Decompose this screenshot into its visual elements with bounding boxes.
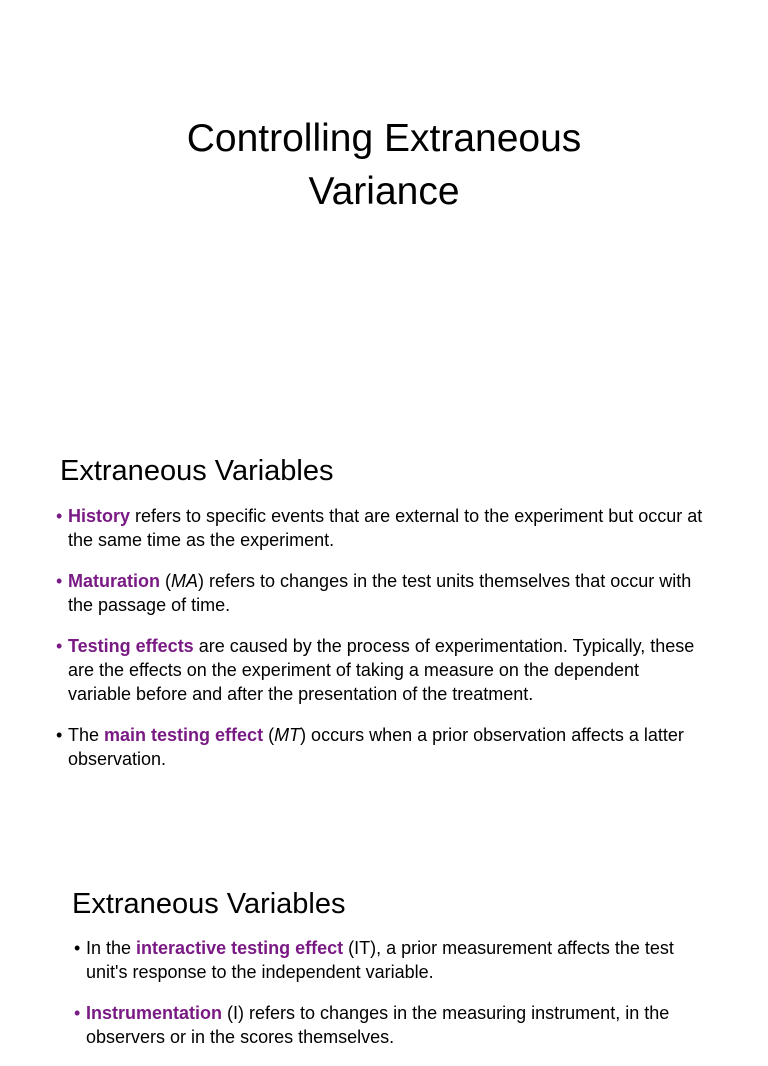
term-testing-effects: Testing effects bbox=[68, 636, 194, 656]
extraneous-variables-slide-2 bbox=[0, 860, 768, 1047]
bullet-text: ) refers to changes in the test units themselves that occur with the passage of time. bbox=[68, 571, 692, 615]
bullet-text: refers to specific events that are external to the experiment but occur at the same time as the experiment. bbox=[68, 506, 703, 550]
abbreviation: MA bbox=[171, 571, 198, 591]
term-history: History bbox=[68, 506, 131, 526]
bullet-main-testing-effect bbox=[56, 723, 706, 771]
bullet-interactive-testing-effect bbox=[74, 936, 714, 984]
bullet-testing-effects bbox=[56, 634, 706, 706]
bullet-text: ) occurs when a prior observation affects a latter observation. bbox=[68, 725, 684, 769]
bullet-history bbox=[56, 504, 706, 552]
bullet-text: ( bbox=[160, 571, 171, 591]
title-line-1: Controlling Extraneous bbox=[186, 117, 582, 160]
abbreviation: MT bbox=[274, 725, 301, 745]
title-slide bbox=[0, 0, 768, 420]
title-line-2: Variance bbox=[308, 170, 460, 213]
slide-heading: Extraneous Variables bbox=[72, 888, 346, 920]
presentation-title bbox=[0, 112, 768, 218]
bullet-list bbox=[56, 504, 706, 788]
extraneous-variables-slide-1 bbox=[0, 420, 768, 860]
bullet-list bbox=[74, 936, 714, 1066]
term-main-testing-effect: main testing effect bbox=[104, 725, 264, 745]
term-maturation: Maturation bbox=[68, 571, 160, 591]
bullet-text: (I) refers to changes in the measuring instrument, in the observers or in the scores themselves. bbox=[86, 1003, 670, 1047]
slide-heading: Extraneous Variables bbox=[60, 455, 334, 487]
term-instrumentation: Instrumentation bbox=[86, 1003, 223, 1023]
bullet-text: are caused by the process of experimentation. Typically, these are the effects on the experiment of taking a measure on the dependent variable before and after the presentation of the treatment. bbox=[68, 636, 695, 704]
bullet-text: The bbox=[68, 725, 105, 745]
bullet-text: ( bbox=[263, 725, 275, 745]
bullet-text: (IT), a prior measurement affects the test unit's response to the independent variable. bbox=[86, 938, 674, 982]
bullet-maturation bbox=[56, 569, 706, 617]
bullet-instrumentation bbox=[74, 1001, 714, 1049]
term-interactive-testing-effect: interactive testing effect bbox=[136, 938, 344, 958]
bullet-text: In the bbox=[86, 938, 137, 958]
